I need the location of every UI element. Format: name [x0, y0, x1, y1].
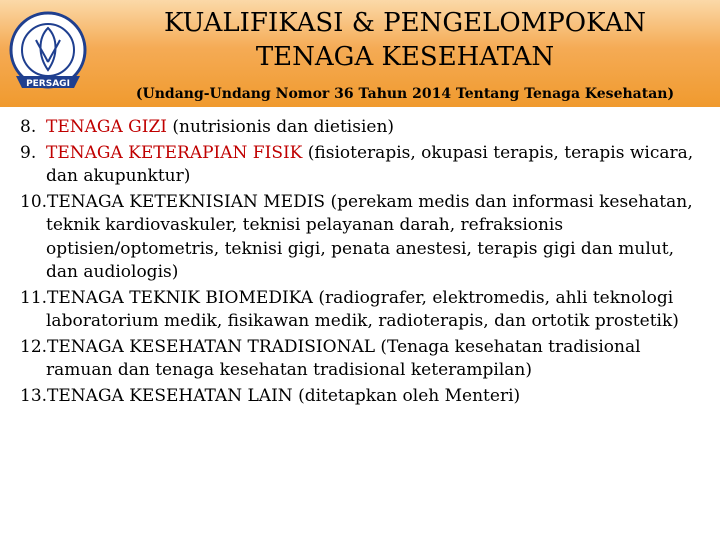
list-item	[20, 116, 710, 140]
title-line-2: TENAGA KESEHATAN	[255, 42, 555, 72]
item-label: TENAGA TEKNIK BIOMEDIKA	[47, 287, 313, 308]
item-description: (nutrisionis dan dietisien)	[166, 117, 395, 137]
list-item	[20, 191, 710, 285]
item-label: TENAGA KESEHATAN TRADISIONAL	[47, 336, 376, 357]
list-item	[20, 142, 710, 189]
list-item	[20, 287, 710, 334]
page-title	[100, 6, 710, 74]
item-description: (fisioterapis, okupasi terapis, terapis wicara, dan akupunktur)	[46, 142, 694, 186]
item-description: (ditetapkan oleh Menteri)	[292, 385, 521, 406]
item-label: TENAGA GIZI	[46, 117, 167, 137]
subtitle: (Undang-Undang Nomor 36 Tahun 2014 Tentang Tenaga Kesehatan)	[135, 86, 675, 102]
profession-list	[20, 116, 710, 410]
item-number: 13.	[20, 385, 48, 406]
list-item	[20, 385, 710, 409]
item-description: (Tenaga kesehatan tradisional ramuan dan tenaga kesehatan tradisional keterampilan)	[46, 336, 641, 380]
item-description: (perekam medis dan informasi kesehatan, teknik kardiovaskuler, teknisi pelayanan darah, refraksionis optisien/optometris, teknisi gigi, penata anestesi, terapis gigi dan mulut, dan audiologis)	[46, 191, 693, 282]
item-number: 9.	[20, 142, 37, 163]
persagi-logo	[8, 4, 88, 102]
item-number: 10.	[20, 191, 48, 212]
item-label: TENAGA KESEHATAN LAIN	[47, 385, 293, 406]
list-item	[20, 336, 710, 383]
title-line-1: KUALIFIKASI & PENGELOMPOKAN	[163, 8, 646, 38]
item-label: TENAGA KETEKNISIAN MEDIS	[47, 191, 326, 212]
item-description: (radiografer, elektromedis, ahli teknologi laboratorium medik, fisikawan medik, radioterapis, dan ortotik prostetik)	[46, 287, 679, 331]
item-number: 8.	[20, 117, 37, 137]
item-number: 11.	[20, 287, 48, 308]
header-banner	[0, 0, 720, 107]
svg-text:PERSAGI: PERSAGI	[26, 79, 70, 89]
item-label: TENAGA KETERAPIAN FISIK	[46, 142, 303, 163]
item-number: 12.	[20, 336, 48, 357]
